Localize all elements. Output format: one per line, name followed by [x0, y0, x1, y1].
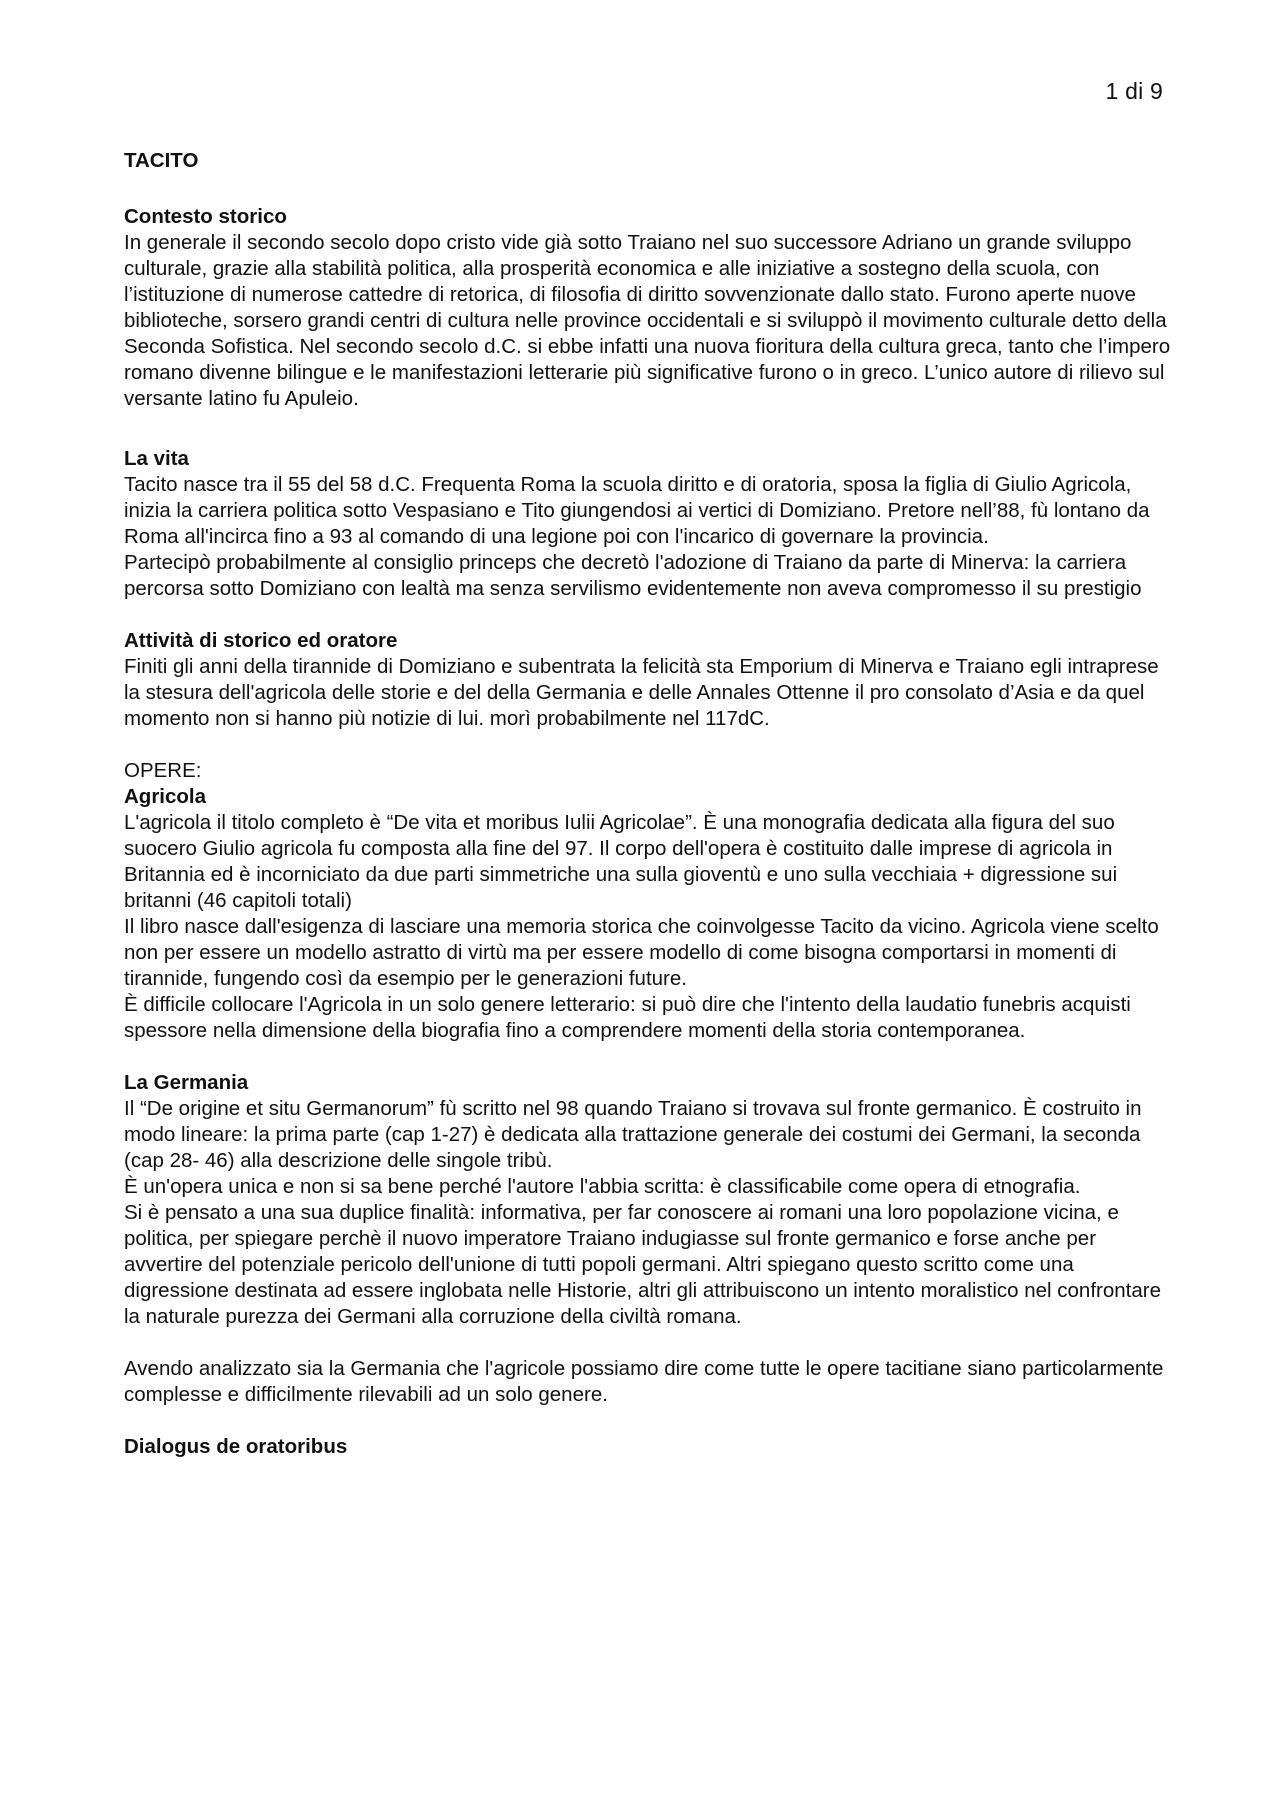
section-la-vita [124, 446, 1174, 602]
section-la-germania [124, 1070, 1174, 1408]
section-contesto-storico [124, 204, 1174, 412]
section-attivita [124, 628, 1174, 732]
closing-paragraph: Avendo analizzato sia la Germania che l'agricole possiamo dire come tutte le opere tacitiane siano particolarmente complesse e difficilmente rilevabili ad un solo genere. [124, 1357, 1164, 1406]
paragraph: Il “De origine et situ Germanorum” fù scritto nel 98 quando Traiano si trovava sul fronte germanico. È costruito in modo lineare: la prima parte (cap 1-27) è dedicata alla trattazione generale dei costumi dei Germani, la seconda (cap 28- 46) alla descrizione delle singole tribù. [124, 1097, 1142, 1172]
section-heading: La Germania [124, 1071, 249, 1094]
document-body [124, 148, 1174, 1460]
paragraph: È un'opera unica e non si sa bene perché l'autore l'abbia scritta: è classificabile come opera di etnografia. [124, 1175, 1081, 1198]
section-dialogus [124, 1434, 1174, 1460]
section-heading: Agricola [124, 785, 207, 808]
page-number: 1 di 9 [1105, 78, 1163, 104]
paragraph: Finiti gli anni della tirannide di Domiziano e subentrata la felicità sta Emporium di Minerva e Traiano egli intraprese la stesura dell'agricola delle storie e del della Germania e delle Annales Ottenne il pro consolato d’Asia e da quel momento non si hanno più notizie di lui. morì probabilmente nel 117dC. [124, 655, 1159, 730]
paragraph: L'agricola il titolo completo è “De vita et moribus Iulii Agricolae”. È una monografia dedicata alla figura del suo suocero Giulio agricola fu composta alla fine del 97. Il corpo dell'opera è costituito dalle imprese di agricola in Britannia ed è incorniciato da due parti simmetriche una sulla gioventù e uno sulla vecchiaia + digressione sui britanni (46 capitoli totali) [124, 811, 1118, 912]
section-heading: Contesto storico [124, 205, 287, 228]
section-heading: Dialogus de oratoribus [124, 1435, 348, 1458]
paragraph: Tacito nasce tra il 55 del 58 d.C. Frequenta Roma la scuola diritto e di oratoria, sposa la figlia di Giulio Agricola, inizia la carriera politica sotto Vespasiano e Tito giungendosi ai vertici di Domiziano. Pretore nell’88, fù lontano da Roma all'incirca fino a 93 al comando di una legione poi con l'incarico di governare la provincia. [124, 473, 1150, 548]
section-heading: Attività di storico ed oratore [124, 629, 398, 652]
paragraph: In generale il secondo secolo dopo cristo vide già sotto Traiano nel suo successore Adriano un grande sviluppo culturale, grazie alla stabilità politica, alla prosperità economica e alle iniziative a sostegno della scuola, con l’istituzione di numerose cattedre di retorica, di filosofia di diritto sovvenzionate dallo stato. Furono aperte nuove biblioteche, sorsero grandi centri di cultura nelle province occidentali e si sviluppò il movimento culturale detto della Seconda Sofistica. Nel secondo secolo d.C. si ebbe infatti una nuova fioritura della cultura greca, tanto che l’impero romano divenne bilingue e le manifestazioni letterarie più significative furono o in greco. L’unico autore di rilievo sul versante latino fu Apuleio. [124, 231, 1171, 410]
paragraph: Il libro nasce dall'esigenza di lasciare una memoria storica che coinvolgesse Tacito da vicino. Agricola viene scelto non per essere un modello astratto di virtù ma per essere modello di come bisogna comportarsi in momenti di tirannide, fungendo così da esempio per le generazioni future. [124, 915, 1159, 990]
section-heading: La vita [124, 447, 189, 470]
paragraph: È difficile collocare l'Agricola in un solo genere letterario: si può dire che l'intento della laudatio funebris acquisti spessore nella dimensione della biografia fino a comprendere momenti della storia contemporanea. [124, 993, 1131, 1042]
paragraph: Partecipò probabilmente al consiglio princeps che decretò l'adozione di Traiano da parte di Minerva: la carriera percorsa sotto Domiziano con lealtà ma senza servilismo evidentemente non aveva compromesso il su prestigio [124, 551, 1142, 600]
document-title: TACITO [124, 149, 199, 172]
paragraph: Si è pensato a una sua duplice finalità: informativa, per far conoscere ai romani una loro popolazione vicina, e politica, per spiegare perchè il nuovo imperatore Traiano indugiasse sul fronte germanico e forse anche per avvertire del potenziale pericolo dell'unione di tutti popoli germani. Altri spiegano questo scritto come una digressione destinata ad essere inglobata nelle Historie, altri gli attribuiscono un intento moralistico nel confrontare la naturale purezza dei Germani alla corruzione della civiltà romana. [124, 1201, 1161, 1328]
opere-label: OPERE: [124, 759, 202, 782]
section-agricola [124, 784, 1174, 1044]
